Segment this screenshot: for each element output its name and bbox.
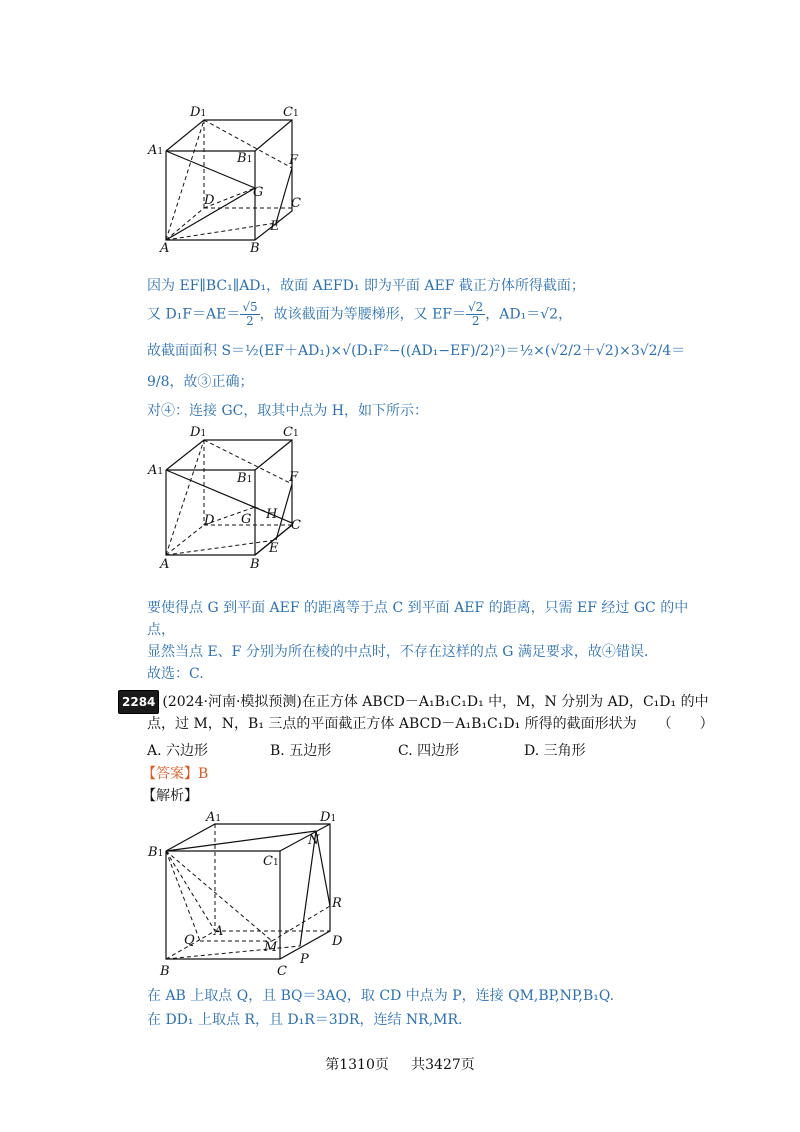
label-c: C xyxy=(291,196,301,211)
option-b: B. 五边形 xyxy=(270,743,332,759)
label-d1: D1 xyxy=(190,105,207,120)
label-b: B xyxy=(250,241,260,256)
option-a: A. 六边形 xyxy=(147,743,209,759)
label-e: E xyxy=(270,219,280,234)
problem-number-badge: 2284 xyxy=(118,690,159,714)
page-footer xyxy=(0,1054,800,1074)
solution2-line3: 显然当点 E、F 分别为所在棱的中点时，不存在这样的点 G 满足要求，故④错误. xyxy=(147,644,649,660)
label-b1: B1 xyxy=(237,471,253,486)
label-c1: C1 xyxy=(283,105,299,120)
label-a1: A1 xyxy=(206,810,222,825)
page-total: 共3427页 xyxy=(411,1057,475,1073)
label-b: B xyxy=(250,557,260,572)
solution3-line1: 在 AB 上取点 Q，且 BQ＝3AQ，取 CD 中点为 P，连接 QM,BP,NP,B₁Q. xyxy=(147,988,615,1004)
option-c: C. 四边形 xyxy=(398,743,460,759)
label-d: D xyxy=(204,193,215,208)
cube-figure-3 xyxy=(140,806,360,986)
label-d1: D1 xyxy=(320,810,337,825)
solution1-line5: 对④：连接 GC，取其中点为 H，如下所示： xyxy=(147,403,429,419)
label-b1: B1 xyxy=(148,845,164,860)
label-p: P xyxy=(300,952,309,967)
label-b1: B1 xyxy=(237,151,253,166)
label-c: C xyxy=(291,518,301,533)
solution2-line1: 要使得点 G 到平面 AEF 的距离等于点 C 到平面 AEF 的距离，只需 EF 经过 GC 的中 xyxy=(147,600,689,616)
solution1-line2: 又 D₁F＝AE＝ $\frac{√5}{2}$ ，故该截面为等腰梯形，又 EF＝ $\frac{√2}{2}$ ，AD₁＝√2， xyxy=(147,300,573,328)
label-d: D xyxy=(332,934,343,949)
problem-line2: 点，过 M，N，B₁ 三点的平面截正方体 ABCD－A₁B₁C₁D₁ 所得的截面形状为 （ ） xyxy=(147,716,714,732)
label-c: C xyxy=(277,964,287,979)
label-g: G xyxy=(241,512,252,527)
label-e: E xyxy=(269,541,279,556)
label-a: A xyxy=(214,924,224,939)
solution2-line4: 故选：C. xyxy=(147,666,204,682)
cube-figure-2 xyxy=(140,420,330,580)
label-q: Q xyxy=(184,933,195,948)
label-m: M xyxy=(264,940,278,955)
answer-value: B xyxy=(198,766,209,782)
label-r: R xyxy=(332,896,342,911)
label-d: D xyxy=(204,513,215,528)
label-a1: A1 xyxy=(148,463,164,478)
answer-tag: 【答案】 xyxy=(142,766,198,782)
label-g: G xyxy=(253,185,264,200)
option-d: D. 三角形 xyxy=(524,743,586,759)
label-a1: A1 xyxy=(148,143,164,158)
solution1-line3: 故截面面积 S＝½(EF＋AD₁)×√(D₁F²−((AD₁−EF)/2)²)＝½×(√2/2＋√2)×3√2/4＝ xyxy=(147,343,686,359)
label-h: H xyxy=(266,507,278,522)
problem-line1: 2284 (2024·河南·模拟预测)在正方体 ABCD－A₁B₁C₁D₁ 中，M，N 分别为 AD，C₁D₁ 的中 xyxy=(118,690,709,714)
label-d1: D1 xyxy=(190,425,207,440)
label-c1: C1 xyxy=(263,854,279,869)
label-a: A xyxy=(160,241,170,256)
solution1-line1: 因为 EF∥BC₁∥AD₁，故面 AEFD₁ 即为平面 AEF 截正方体所得截面； xyxy=(147,278,585,294)
answer-line xyxy=(142,764,208,784)
solution3-line2: 在 DD₁ 上取点 R，且 D₁R＝3DR，连结 NR,MR. xyxy=(147,1012,463,1028)
label-b: B xyxy=(160,964,170,979)
label-a: A xyxy=(160,557,170,572)
cube-figure-1 xyxy=(140,98,330,258)
label-f: F xyxy=(289,470,299,485)
analysis-tag: 【解析】 xyxy=(142,788,198,804)
label-n: N xyxy=(308,833,320,848)
page-number: 第1310页 xyxy=(325,1057,389,1073)
label-f: F xyxy=(289,153,299,168)
solution2-line2: 点， xyxy=(147,622,175,638)
solution1-line4: 9/8，故③正确； xyxy=(147,374,254,390)
label-c1: C1 xyxy=(283,425,299,440)
